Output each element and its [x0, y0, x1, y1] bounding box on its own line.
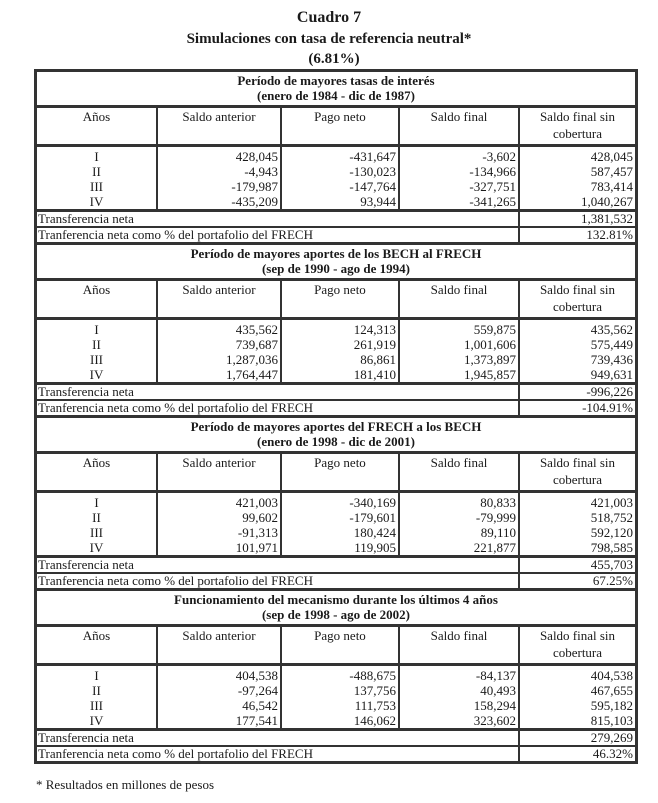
value-cell: 158,294: [399, 698, 519, 713]
value-cell: 40,493: [399, 683, 519, 698]
table-row: [37, 337, 635, 352]
net-transfer-pct-label: Tranferencia neta como % del portafolio del FRECH: [37, 227, 519, 244]
year-cell: IV: [89, 367, 104, 382]
net-transfer-pct-row: [37, 227, 635, 244]
column-header: Saldo final sin cobertura: [519, 280, 635, 319]
net-transfer-label: Transferencia neta: [37, 384, 519, 401]
value-cell: 587,457: [519, 164, 635, 179]
value-cell: 428,045: [157, 146, 281, 165]
table-row: [37, 698, 635, 713]
section-period: (sep de 1990 - ago de 1994): [261, 261, 411, 276]
value-cell: -4,943: [157, 164, 281, 179]
net-transfer-row: [37, 211, 635, 228]
year-cell: III: [90, 179, 103, 194]
section-title-cell: [37, 244, 635, 280]
net-transfer-pct-row: [37, 746, 635, 761]
column-header-row: [37, 107, 635, 146]
value-cell: 261,919: [281, 337, 399, 352]
section-title-cell: [37, 417, 635, 453]
value-cell: 815,103: [519, 713, 635, 730]
value-cell: 435,562: [519, 319, 635, 338]
table-label: Cuadro 7: [296, 9, 362, 26]
column-header: Años: [37, 107, 157, 146]
value-cell: 404,538: [157, 665, 281, 684]
column-header: Saldo final: [399, 453, 519, 492]
column-header: Saldo final sin cobertura: [519, 107, 635, 146]
value-cell: 739,436: [519, 352, 635, 367]
value-cell: -488,675: [281, 665, 399, 684]
value-cell: -79,999: [399, 510, 519, 525]
section-title: Período de mayores aportes de los BECH al FRECH: [190, 246, 482, 261]
column-header-row: [37, 453, 635, 492]
value-cell: 949,631: [519, 367, 635, 384]
value-cell: 221,877: [399, 540, 519, 557]
value-cell: 404,538: [519, 665, 635, 684]
section-period: (enero de 1998 - dic de 2001): [257, 434, 415, 449]
value-cell: 101,971: [157, 540, 281, 557]
section-title-cell: [37, 72, 635, 107]
value-cell: 124,313: [281, 319, 399, 338]
value-cell: 575,449: [519, 337, 635, 352]
section-period: (enero de 1984 - dic de 1987): [257, 88, 415, 103]
value-cell: 180,424: [281, 525, 399, 540]
value-cell: -340,169: [281, 492, 399, 511]
value-cell: 99,602: [157, 510, 281, 525]
table-row: [37, 525, 635, 540]
table-row: [37, 683, 635, 698]
year-cell: III: [90, 352, 103, 367]
value-cell: 421,003: [519, 492, 635, 511]
column-header: Saldo final sin cobertura: [519, 626, 635, 665]
net-transfer-pct-label: Tranferencia neta como % del portafolio del FRECH: [37, 573, 519, 590]
value-cell: -91,313: [157, 525, 281, 540]
section-header: [37, 417, 635, 453]
value-cell: 1,287,036: [157, 352, 281, 367]
table-row: [37, 194, 635, 211]
value-cell: 798,585: [519, 540, 635, 557]
value-cell: -130,023: [281, 164, 399, 179]
reference-rate: (6.81%): [308, 51, 360, 67]
column-header: Saldo final sin cobertura: [519, 453, 635, 492]
value-cell: 46,542: [157, 698, 281, 713]
value-cell: 518,752: [519, 510, 635, 525]
year-cell: IV: [89, 194, 104, 209]
net-transfer-label: Transferencia neta: [37, 557, 519, 574]
table-row: [37, 540, 635, 557]
value-cell: 592,120: [519, 525, 635, 540]
net-transfer-pct-value: 132.81%: [519, 227, 635, 244]
column-header: Saldo final: [399, 107, 519, 146]
value-cell: 1,001,606: [399, 337, 519, 352]
value-cell: 783,414: [519, 179, 635, 194]
simulation-table: [34, 69, 638, 764]
net-transfer-label: Transferencia neta: [37, 211, 519, 228]
year-cell: III: [90, 698, 103, 713]
table-row: [37, 492, 635, 511]
year-cell: II: [92, 164, 101, 179]
table-row: [37, 319, 635, 338]
net-transfer-value: 455,703: [519, 557, 635, 574]
value-cell: -3,602: [399, 146, 519, 165]
column-header-row: [37, 626, 635, 665]
year-cell: IV: [89, 713, 104, 728]
value-cell: 111,753: [281, 698, 399, 713]
table-row: [37, 146, 635, 165]
table-row: [37, 164, 635, 179]
section-title: Funcionamiento del mecanismo durante los últimos 4 años: [174, 592, 498, 607]
table-row: [37, 713, 635, 730]
value-cell: 1,373,897: [399, 352, 519, 367]
value-cell: 428,045: [519, 146, 635, 165]
net-transfer-pct-row: [37, 573, 635, 590]
year-cell: I: [94, 495, 99, 510]
value-cell: -327,751: [399, 179, 519, 194]
column-header: Saldo final: [399, 280, 519, 319]
column-header: Pago neto: [281, 280, 399, 319]
value-cell: 137,756: [281, 683, 399, 698]
net-transfer-pct-label: Tranferencia neta como % del portafolio del FRECH: [37, 400, 519, 417]
value-cell: 421,003: [157, 492, 281, 511]
section-header: [37, 590, 635, 626]
column-header: Saldo anterior: [157, 626, 281, 665]
year-cell: II: [92, 337, 101, 352]
year-cell: I: [94, 322, 99, 337]
value-cell: -431,647: [281, 146, 399, 165]
column-header: Pago neto: [281, 107, 399, 146]
year-cell: IV: [89, 540, 104, 555]
value-cell: -435,209: [157, 194, 281, 211]
column-header: Saldo anterior: [157, 453, 281, 492]
section-period: (sep de 1998 - ago de 2002): [261, 607, 411, 622]
net-transfer-pct-row: [37, 400, 635, 417]
section-header: [37, 244, 635, 280]
year-cell: II: [92, 683, 101, 698]
section-header: [37, 72, 635, 107]
value-cell: -341,265: [399, 194, 519, 211]
year-cell: III: [90, 525, 103, 540]
table-row: [37, 665, 635, 684]
value-cell: 435,562: [157, 319, 281, 338]
net-transfer-pct-value: -104.91%: [519, 400, 635, 417]
value-cell: 146,062: [281, 713, 399, 730]
net-transfer-value: -996,226: [519, 384, 635, 401]
value-cell: 177,541: [157, 713, 281, 730]
net-transfer-value: 1,381,532: [519, 211, 635, 228]
value-cell: 595,182: [519, 698, 635, 713]
net-transfer-pct-label: Tranferencia neta como % del portafolio del FRECH: [37, 746, 519, 761]
value-cell: 559,875: [399, 319, 519, 338]
value-cell: 80,833: [399, 492, 519, 511]
value-cell: -134,966: [399, 164, 519, 179]
value-cell: -179,987: [157, 179, 281, 194]
value-cell: 1,945,857: [399, 367, 519, 384]
value-cell: 323,602: [399, 713, 519, 730]
net-transfer-pct-value: 67.25%: [519, 573, 635, 590]
column-header: Años: [37, 626, 157, 665]
column-header: Saldo anterior: [157, 107, 281, 146]
section-title-cell: [37, 590, 635, 626]
column-header-row: [37, 280, 635, 319]
table-row: [37, 179, 635, 194]
value-cell: 181,410: [281, 367, 399, 384]
value-cell: -84,137: [399, 665, 519, 684]
value-cell: -179,601: [281, 510, 399, 525]
value-cell: -147,764: [281, 179, 399, 194]
value-cell: 467,655: [519, 683, 635, 698]
net-transfer-label: Transferencia neta: [37, 730, 519, 747]
net-transfer-row: [37, 557, 635, 574]
value-cell: 89,110: [399, 525, 519, 540]
table-row: [37, 367, 635, 384]
section-title: Período de mayores aportes del FRECH a los BECH: [190, 419, 482, 434]
value-cell: 1,764,447: [157, 367, 281, 384]
column-header: Pago neto: [281, 453, 399, 492]
table-title: Simulaciones con tasa de referencia neutral*: [186, 31, 472, 47]
footnote: * Resultados en millones de pesos: [36, 777, 215, 792]
column-header: Pago neto: [281, 626, 399, 665]
value-cell: 93,944: [281, 194, 399, 211]
section-title: Período de mayores tasas de interés: [237, 73, 435, 88]
year-cell: I: [94, 668, 99, 683]
value-cell: 119,905: [281, 540, 399, 557]
value-cell: -97,264: [157, 683, 281, 698]
net-transfer-value: 279,269: [519, 730, 635, 747]
year-cell: I: [94, 149, 99, 164]
column-header: Saldo final: [399, 626, 519, 665]
net-transfer-row: [37, 384, 635, 401]
column-header: Años: [37, 453, 157, 492]
column-header: Saldo anterior: [157, 280, 281, 319]
year-cell: II: [92, 510, 101, 525]
table-row: [37, 352, 635, 367]
value-cell: 86,861: [281, 352, 399, 367]
column-header: Años: [37, 280, 157, 319]
net-transfer-pct-value: 46.32%: [519, 746, 635, 761]
value-cell: 1,040,267: [519, 194, 635, 211]
value-cell: 739,687: [157, 337, 281, 352]
table-row: [37, 510, 635, 525]
net-transfer-row: [37, 730, 635, 747]
